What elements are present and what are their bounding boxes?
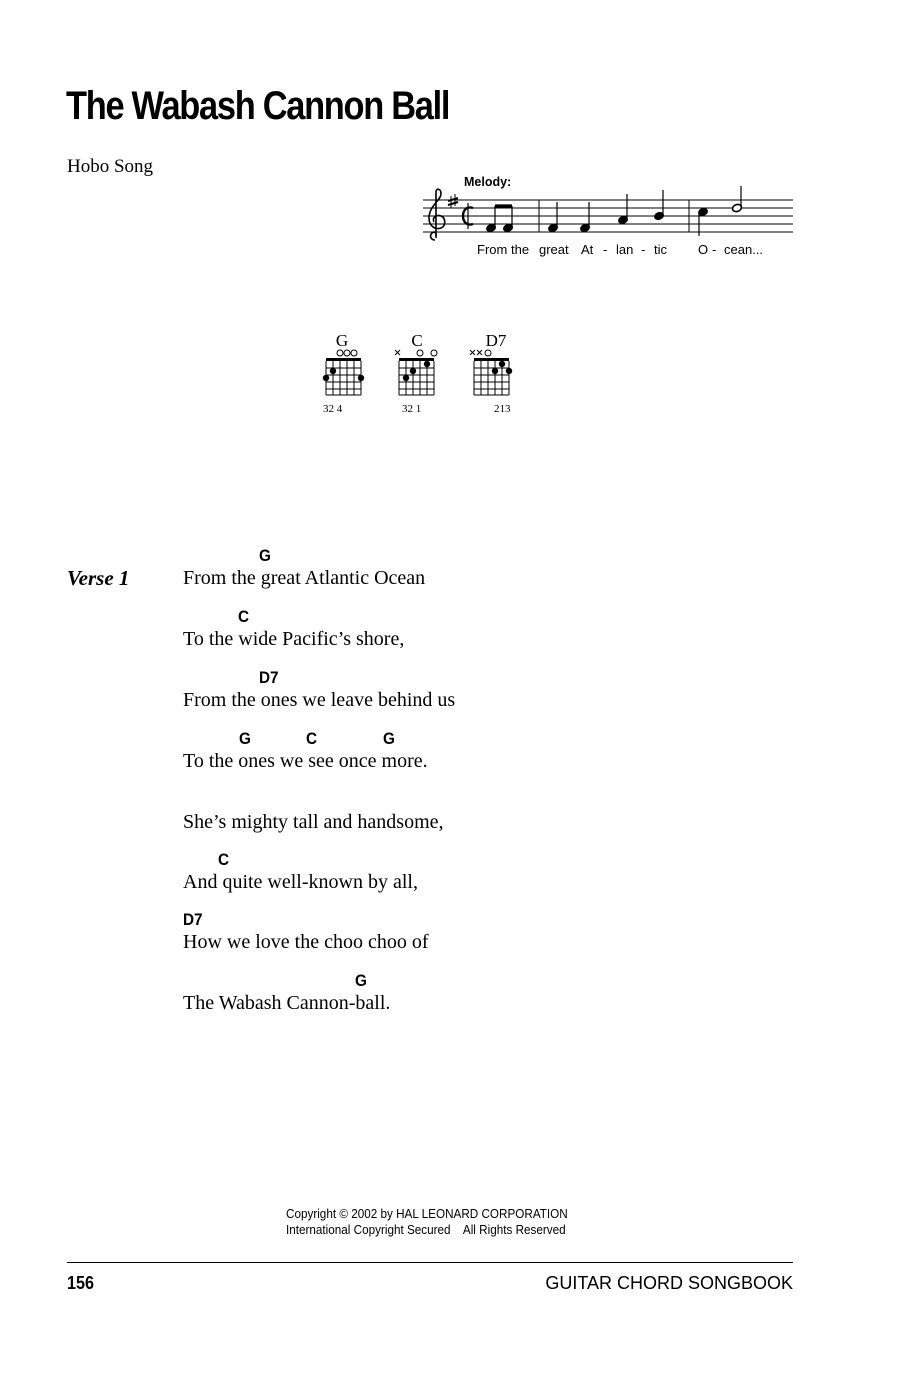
lyric-chord: G bbox=[259, 546, 271, 565]
melody-syllable: - bbox=[603, 242, 608, 257]
melody-syllable: From bbox=[477, 242, 508, 257]
melody-syllable: lan bbox=[616, 242, 634, 257]
fretboard-grid bbox=[316, 349, 372, 401]
lyric-chord: G bbox=[355, 971, 367, 990]
song-title: The Wabash Cannon Ball bbox=[66, 84, 450, 128]
chord-diagram-d7 bbox=[466, 331, 526, 421]
chord-diagram-c bbox=[391, 331, 451, 421]
lyric-chord: C bbox=[306, 729, 318, 748]
melody-staff bbox=[415, 186, 795, 242]
page-number: 156 bbox=[67, 1273, 95, 1293]
song-subtitle: Hobo Song bbox=[67, 156, 154, 177]
fretboard-grid bbox=[391, 349, 447, 401]
chord-diagram-g bbox=[316, 331, 376, 421]
chord-diagram-name: G bbox=[335, 331, 349, 350]
lyric-chord: D7 bbox=[183, 910, 203, 929]
melody-syllable: cean... bbox=[724, 242, 764, 257]
melody-syllable: O bbox=[698, 242, 709, 257]
chord-fingering: 32 4 bbox=[323, 403, 343, 415]
melody-syllable: tic bbox=[654, 242, 667, 257]
melody-syllable: At bbox=[581, 242, 594, 257]
fretboard-grid bbox=[466, 349, 522, 401]
lyric-line: To the ones we see once more. bbox=[183, 750, 428, 772]
melody-syllable: - bbox=[712, 242, 717, 257]
lyric-line: The Wabash Cannon-ball. bbox=[183, 992, 391, 1014]
copyright-notice bbox=[286, 1206, 568, 1238]
chord-diagram-name: C bbox=[411, 331, 423, 350]
book-title: GUITAR CHORD SONGBOOK bbox=[545, 1273, 793, 1293]
lyric-line: How we love the choo choo of bbox=[183, 931, 429, 953]
lyric-line: From the great Atlantic Ocean bbox=[183, 567, 426, 589]
lyric-chord: G bbox=[239, 729, 251, 748]
lyric-line: From the ones we leave behind us bbox=[183, 689, 456, 711]
lyric-line: She’s mighty tall and handsome, bbox=[183, 811, 444, 833]
verse-label: Verse 1 bbox=[67, 566, 130, 590]
melody-label: Melody: bbox=[464, 175, 512, 189]
copyright-line: International Copyright Secured All Rights Reserved bbox=[286, 1222, 566, 1237]
lyric-chord: G bbox=[383, 729, 395, 748]
chord-fingering: 213 bbox=[494, 403, 511, 415]
chord-diagram-name: D7 bbox=[485, 331, 507, 350]
melody-syllable: the bbox=[511, 242, 530, 257]
melody-syllable: - bbox=[641, 242, 646, 257]
lyric-chord: C bbox=[238, 607, 250, 626]
lyric-line: And quite well-known by all, bbox=[183, 871, 418, 893]
melody-syllable: great bbox=[539, 242, 569, 257]
copyright-line: Copyright © 2002 by HAL LEONARD CORPORATION bbox=[286, 1206, 568, 1221]
lyric-chord: C bbox=[218, 850, 230, 869]
sharp-icon bbox=[448, 194, 458, 208]
chord-fingering: 32 1 bbox=[402, 403, 422, 415]
footer-divider bbox=[67, 1262, 793, 1263]
lyric-line: To the wide Pacific’s shore, bbox=[183, 628, 405, 650]
lyric-chord: D7 bbox=[259, 668, 279, 687]
